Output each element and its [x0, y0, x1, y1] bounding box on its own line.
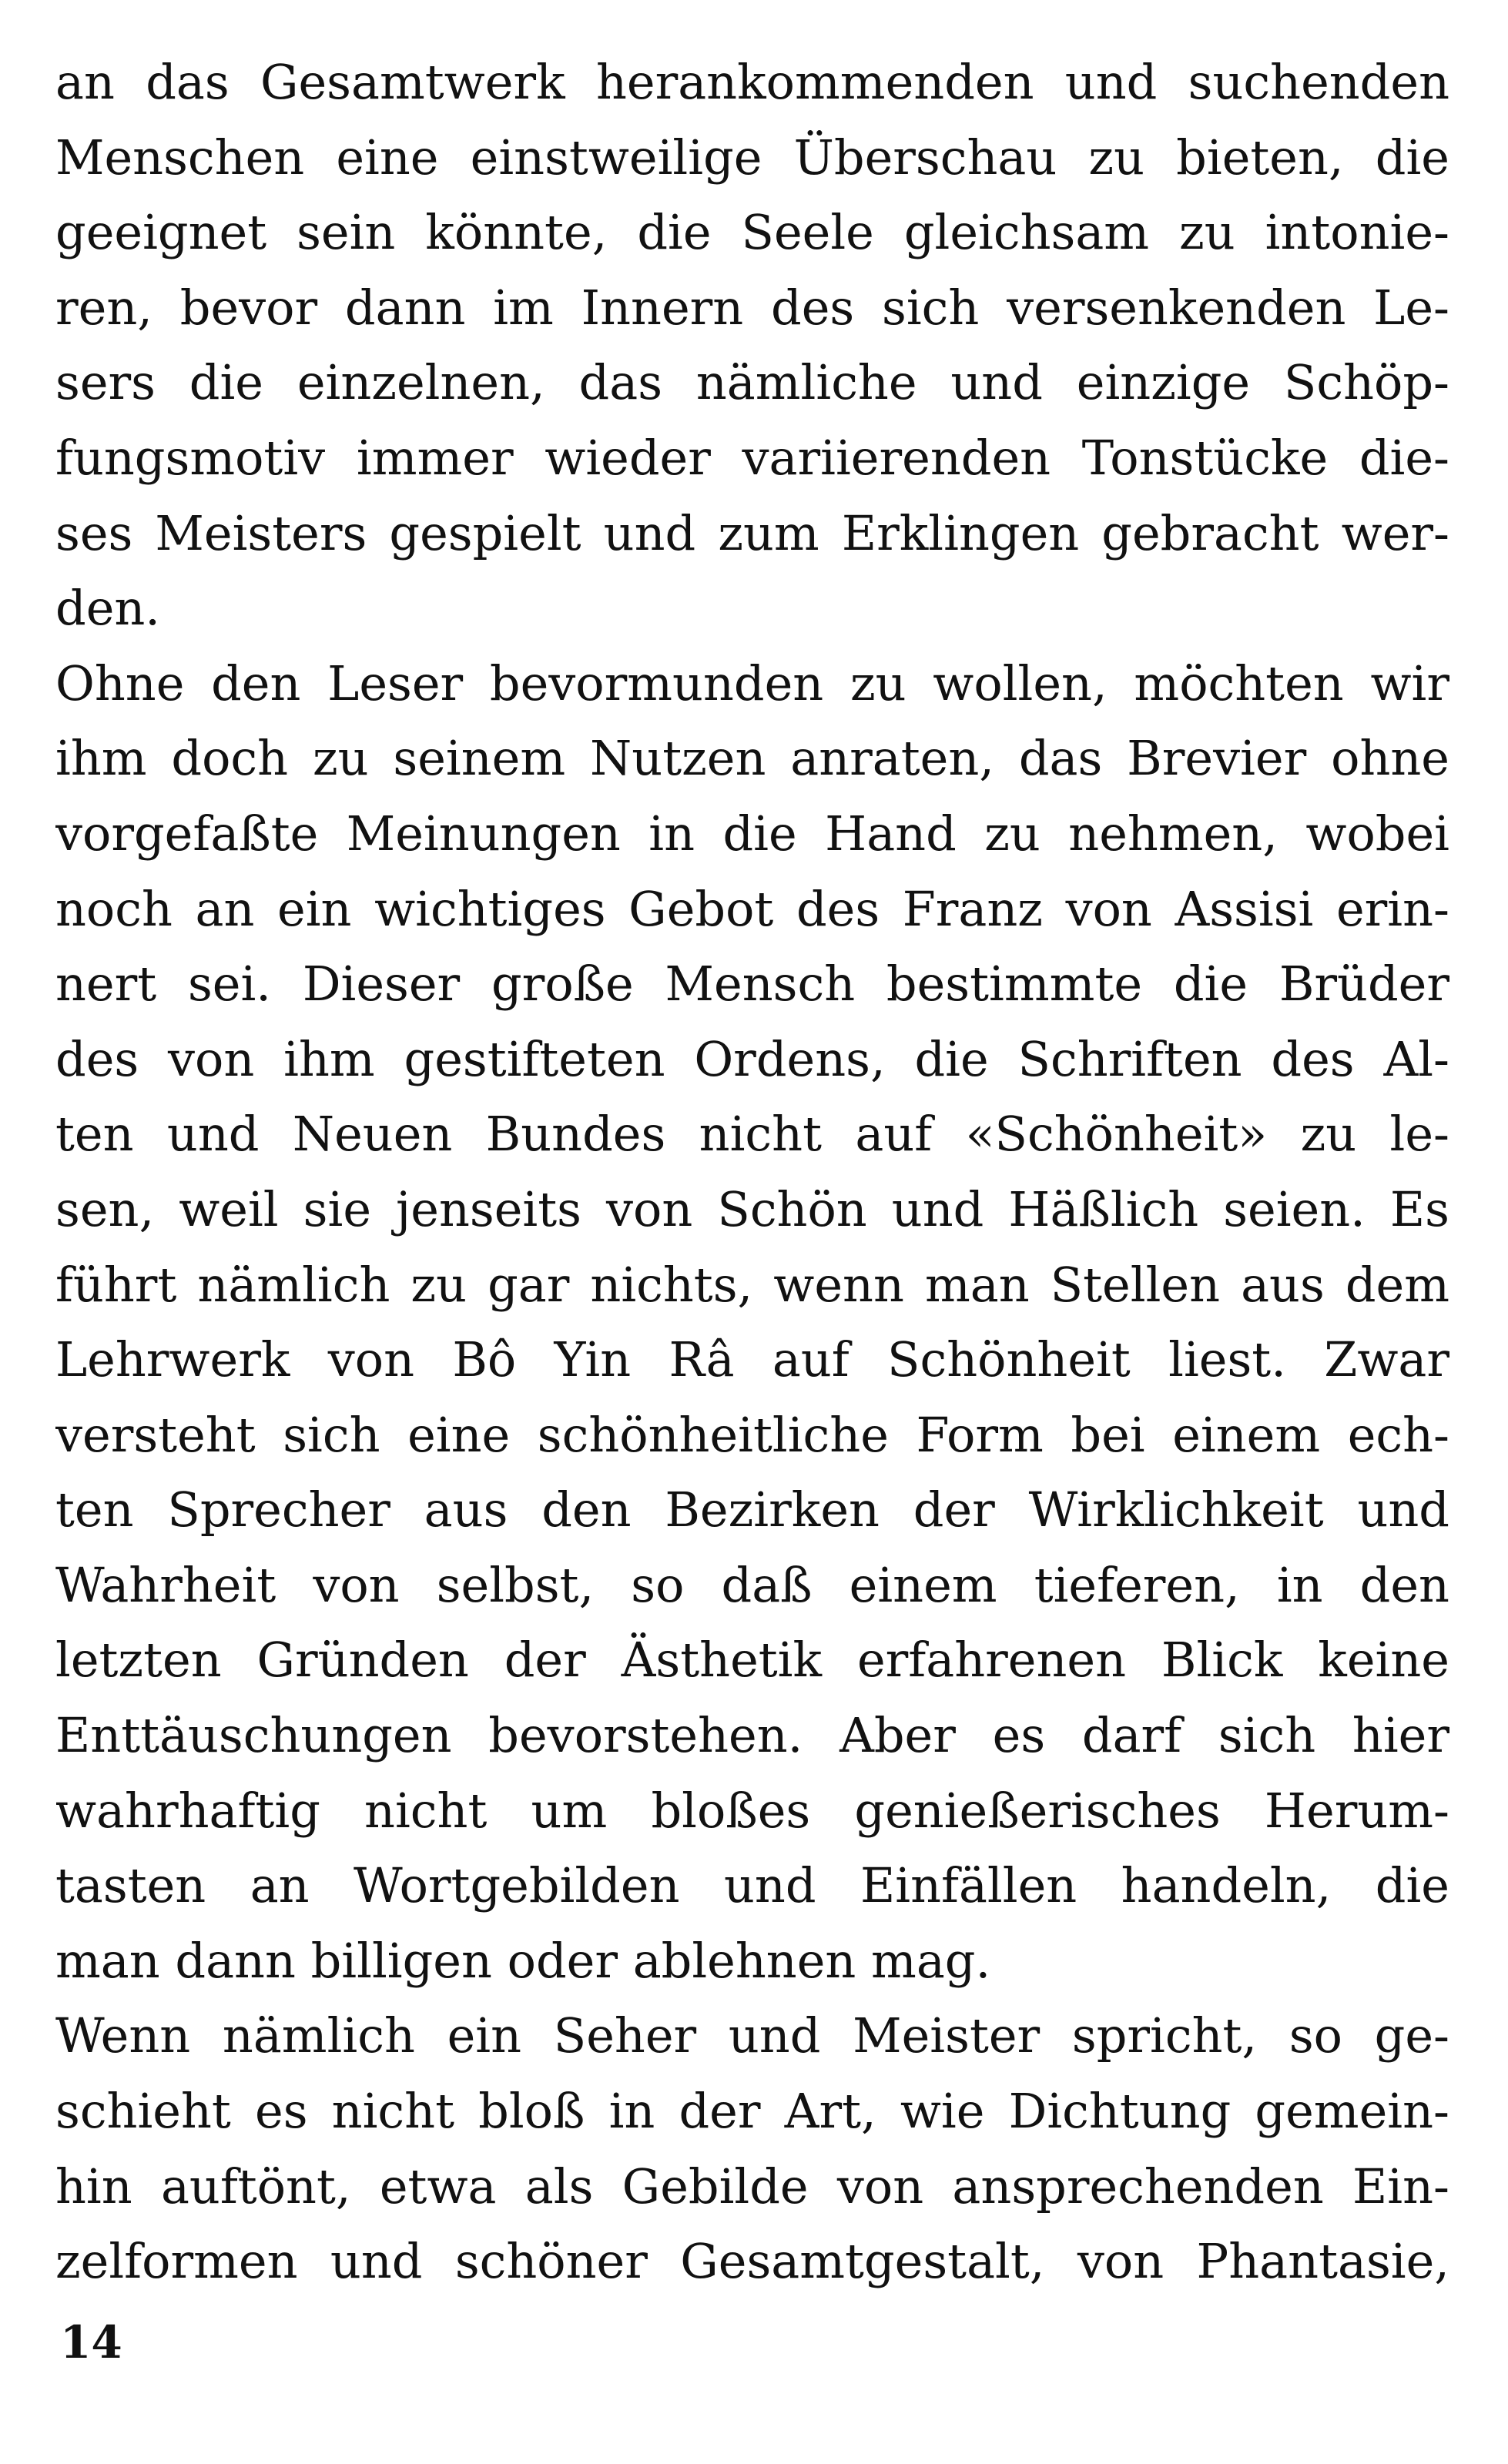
text-line: fungsmotiv immer wieder variierenden Tonstücke die- — [55, 429, 1449, 486]
text-line: zelformen und schöner Gesamtgestalt, von Phantasie, — [55, 2233, 1449, 2290]
text-line: ten Sprecher aus den Bezirken der Wirklichkeit und — [55, 1481, 1449, 1538]
text-line: Enttäuschungen bevorstehen. Aber es darf sich hier — [55, 1707, 1449, 1764]
text-line: vorgefaßte Meinungen in die Hand zu nehmen, wobei — [55, 805, 1449, 862]
text-line: nert sei. Dieser große Mensch bestimmte die Brüder — [55, 956, 1449, 1013]
text-line: schieht es nicht bloß in der Art, wie Dichtung gemein- — [55, 2083, 1449, 2140]
text-line: hin auftönt, etwa als Gebilde von ansprechenden Ein- — [55, 2158, 1449, 2215]
text-line: ses Meisters gespielt und zum Erklingen gebracht wer- — [55, 504, 1449, 561]
text-line: wahrhaftig nicht um bloßes genießerisches Herum- — [55, 1782, 1449, 1839]
text-line: ten und Neuen Bundes nicht auf «Schönheit» zu le- — [55, 1106, 1449, 1163]
text-line: tasten an Wortgebilden und Einfällen handeln, die — [55, 1857, 1449, 1914]
page-number: 14 — [60, 2316, 122, 2369]
text-line: letzten Gründen der Ästhetik erfahrenen Blick keine — [55, 1632, 1449, 1689]
text-line: des von ihm gestifteten Ordens, die Schriften des Al- — [55, 1030, 1449, 1087]
text-line: Menschen eine einstweilige Überschau zu bieten, die — [55, 129, 1449, 186]
text-line: ihm doch zu seinem Nutzen anraten, das Brevier ohne — [55, 730, 1449, 787]
text-line: ren, bevor dann im Innern des sich versenkenden Le- — [55, 279, 1449, 336]
text-line: führt nämlich zu gar nichts, wenn man Stellen aus dem — [55, 1256, 1449, 1313]
text-line: sen, weil sie jenseits von Schön und Häßlich seien. Es — [55, 1180, 1449, 1237]
text-line: noch an ein wichtiges Gebot des Franz von Assisi erin- — [55, 880, 1449, 937]
text-line: Lehrwerk von Bô Yin Râ auf Schönheit liest. Zwar — [55, 1331, 1449, 1388]
text-line: Ohne den Leser bevormunden zu wollen, möchten wir — [55, 654, 1449, 711]
text-line: sers die einzelnen, das nämliche und einzige Schöp- — [55, 354, 1449, 411]
text-line: geeignet sein könnte, die Seele gleichsam zu intonie- — [55, 204, 1449, 261]
body-text — [55, 45, 1449, 2299]
paragraph-end-line: den. — [55, 580, 161, 637]
paragraph-end-line: man dann billigen oder ablehnen mag. — [55, 1932, 991, 1989]
text-line: versteht sich eine schönheitliche Form bei einem ech- — [55, 1406, 1449, 1463]
text-line: an das Gesamtwerk herankommenden und suchenden — [55, 54, 1449, 110]
text-line: Wahrheit von selbst, so daß einem tieferen, in den — [55, 1556, 1449, 1613]
text-line: Wenn nämlich ein Seher und Meister spricht, so ge- — [55, 2007, 1449, 2064]
